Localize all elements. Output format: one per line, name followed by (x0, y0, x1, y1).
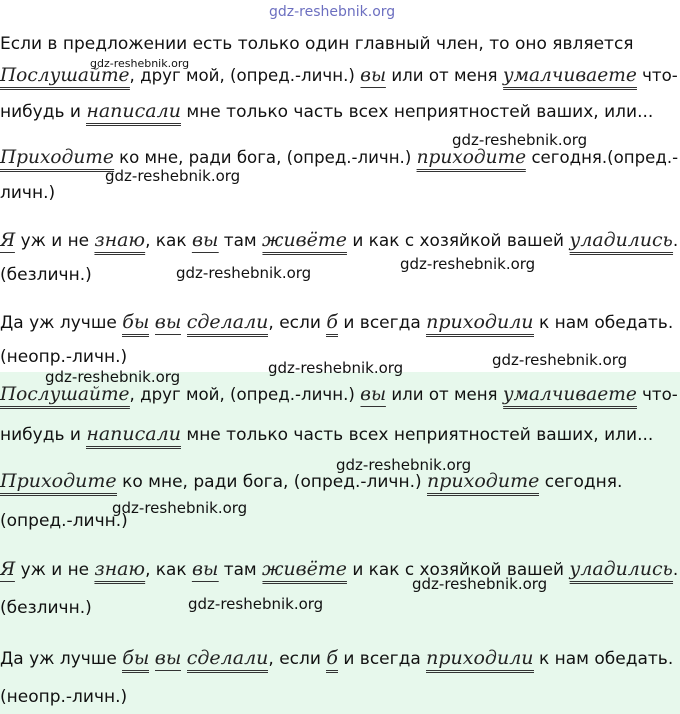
text: , как (145, 560, 192, 580)
predicate-word: сделали (187, 647, 269, 673)
text: или от меня (386, 385, 503, 405)
sentence-2-line-2: личн.) (0, 183, 56, 203)
watermark: gdz-reshebnik.org (452, 131, 588, 149)
predicate-word: написали (86, 423, 181, 449)
answer-3-line-2: (безличн.) (0, 598, 92, 618)
predicate-word: написали (86, 100, 181, 126)
text: уж и не (15, 231, 95, 251)
text: мне только часть всех неприятностей ваших, или... (180, 102, 654, 122)
sentence-1-line-1 (0, 64, 678, 87)
answer-4-line-2: (неопр.-личн.) (0, 687, 128, 707)
predicate-word: бы (122, 311, 149, 337)
watermark: gdz-reshebnik.org (45, 368, 181, 386)
text: или от меня (386, 66, 503, 86)
predicate-word: знаю (94, 229, 145, 255)
text: ко мне, ради бога, (опред.-личн.) (116, 472, 428, 492)
text: к нам обедать. (533, 313, 674, 333)
predicate-word: б (326, 311, 338, 337)
text: уж и не (15, 560, 95, 580)
text: мне только часть всех неприятностей ваших, или... (180, 425, 654, 445)
answer-2-line-1 (0, 470, 622, 493)
predicate-word: Приходите (0, 470, 117, 496)
answer-4-line-1 (0, 647, 673, 670)
text: что- (636, 66, 678, 86)
text: , если (268, 649, 327, 669)
text: и всегда (337, 649, 427, 669)
watermark: gdz-reshebnik.org (176, 264, 312, 282)
text: ко мне, ради бога, (опред.-личн.) (113, 148, 417, 168)
answer-1-line-1 (0, 383, 678, 406)
watermark: gdz-reshebnik.org (105, 167, 241, 185)
watermark: gdz-reshebnik.org (268, 359, 404, 377)
watermark: gdz-reshebnik.org (412, 575, 548, 593)
text: и всегда (337, 313, 427, 333)
predicate-word: сделали (187, 311, 269, 337)
predicate-word: уладились (569, 229, 672, 255)
sentence-1-line-2 (0, 100, 653, 123)
predicate-word: умалчиваете (503, 383, 637, 409)
predicate-word: знаю (94, 558, 145, 584)
watermark-top: gdz-reshebnik.org (269, 4, 396, 20)
watermark: gdz-reshebnik.org (188, 595, 324, 613)
predicate-word: Послушайте (0, 383, 130, 409)
subject-word: вы (360, 64, 387, 86)
sentence-3-line-1 (0, 229, 678, 252)
text: , как (145, 231, 192, 251)
sentence-4-line-1 (0, 311, 673, 334)
text: . (672, 231, 679, 251)
text: , если (268, 313, 327, 333)
text: . (672, 560, 679, 580)
subject-word: вы (360, 383, 387, 405)
text: там (218, 231, 263, 251)
text: Да уж лучше (0, 313, 123, 333)
text: и как с хозяйкой вашей (346, 231, 570, 251)
predicate-word: живёте (262, 558, 347, 584)
text: Да уж лучше (0, 649, 123, 669)
text: к нам обедать. (533, 649, 674, 669)
predicate-word: б (326, 647, 338, 673)
predicate-word: Приходите (0, 146, 114, 172)
predicate-word: живёте (262, 229, 347, 255)
watermark: gdz-reshebnik.org (336, 456, 472, 474)
watermark: gdz-reshebnik.org (492, 351, 628, 369)
text: , друг мой, (опред.-личн.) (129, 66, 361, 86)
answer-1-line-2 (0, 423, 653, 446)
answer-3-line-1 (0, 558, 678, 581)
text: сегодня.(опред.- (526, 148, 679, 168)
subject-word: вы (191, 229, 219, 251)
predicate-word: приходите (417, 146, 527, 172)
text: что- (636, 385, 678, 405)
predicate-word: бы (122, 647, 149, 673)
text (181, 649, 186, 669)
subject-word: Я (0, 558, 16, 580)
subject-word: вы (154, 311, 182, 333)
watermark: gdz-reshebnik.org (90, 57, 190, 70)
subject-word: Я (0, 229, 16, 251)
predicate-word: приходите (427, 470, 539, 496)
answer-2-line-2: (опред.-личн.) (0, 511, 128, 531)
sentence-4-line-2: (неопр.-личн.) (0, 347, 128, 367)
text: , друг мой, (опред.-личн.) (129, 385, 361, 405)
predicate-word: приходили (426, 311, 533, 337)
text (181, 313, 186, 333)
text (149, 313, 154, 333)
sentence-3-line-2: (безличн.) (0, 265, 92, 285)
text: и как с хозяйкой вашей (346, 560, 570, 580)
text: нибудь и (0, 425, 87, 445)
subject-word: вы (154, 647, 182, 669)
sentence-2-line-1 (0, 146, 678, 169)
text (149, 649, 154, 669)
intro-line: Если в предложении есть только один главный член, то оно является (0, 34, 634, 54)
text: нибудь и (0, 102, 87, 122)
subject-word: вы (191, 558, 219, 580)
predicate-word: умалчиваете (503, 64, 637, 90)
predicate-word: уладились (569, 558, 672, 584)
watermark: gdz-reshebnik.org (400, 255, 536, 273)
text: там (218, 560, 263, 580)
predicate-word: приходили (426, 647, 533, 673)
watermark: gdz-reshebnik.org (112, 499, 248, 517)
predicate-word: Послушайте (0, 64, 130, 90)
text: сегодня. (539, 472, 623, 492)
